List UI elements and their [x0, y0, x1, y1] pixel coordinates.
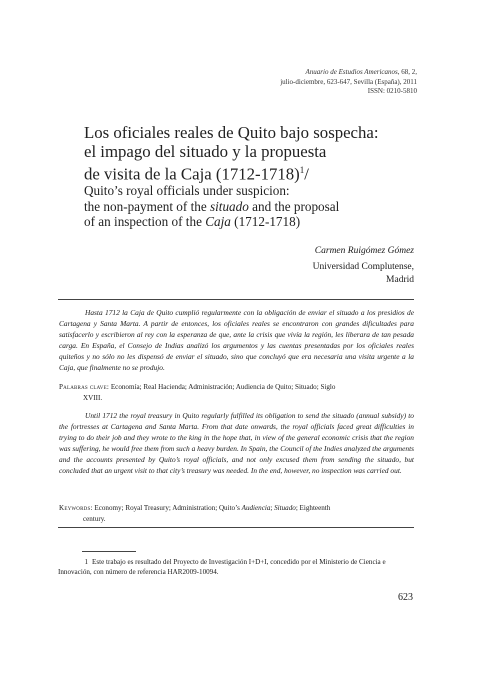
journal-line-1 [280, 68, 417, 78]
keywords-spanish [59, 382, 414, 403]
journal-issn: ISSN: 0210-5810 [367, 87, 417, 95]
title-en-caja: Caja [205, 214, 231, 229]
title-footnote-mark[interactable]: 1 [299, 165, 305, 175]
keywords-en-body-c: ; [270, 504, 275, 512]
author-block [313, 245, 414, 287]
title-es-line-3-text: de visita de la Caja (1712-1718) [84, 164, 300, 184]
journal-name: Anuario de Estudios Americanos [305, 68, 398, 76]
abstract-english [59, 410, 414, 476]
journal-info [280, 68, 417, 97]
title-en-situado: situado [209, 198, 249, 214]
title-english [84, 183, 424, 230]
top-divider [58, 299, 414, 300]
title-en-line-2-a: the non-payment of the [84, 198, 210, 214]
footnote [58, 557, 414, 577]
keywords-en-cont: century. [83, 514, 106, 523]
keywords-es-label: Palabras clave: [59, 383, 110, 391]
title-en-line-2-c: and the proposal [248, 198, 340, 214]
bottom-divider [58, 527, 414, 528]
author-name: Carmen Ruigómez Gómez [314, 246, 414, 256]
keywords-en-body-e: ; Eighteenth [295, 504, 331, 512]
keywords-es-cont: XVIII. [83, 393, 103, 402]
footnote-divider [82, 551, 136, 552]
keywords-english [59, 503, 414, 524]
footnote-text: Este trabajo es resultado del Proyecto de Investigación I+D+I, concedido por el Ministerio de Ciencia e Innovación, con número de referencia HAR2009-10094. [58, 558, 386, 576]
footnote-number: 1 [84, 558, 88, 566]
author-affiliation-1: Universidad Complutense, [312, 262, 414, 272]
keywords-en-label: Keywords: [59, 504, 93, 512]
title-es-line-2: el impago del situado y la propuesta [84, 142, 327, 161]
title-en-line-3-c: (1712-1718) [230, 214, 301, 229]
page-number: 623 [398, 592, 413, 603]
journal-line-2: julio-diciembre, 623-647, Sevilla (España), 2011 [280, 77, 417, 86]
title-spanish [84, 123, 424, 184]
title-en-line-3 [84, 214, 424, 230]
title-es-line-1: Los oficiales reales de Quito bajo sospecha: [84, 123, 379, 142]
keywords-en-situado: Situado [274, 504, 296, 512]
title-es-line-3 [84, 161, 424, 184]
abstract-en-text: Until 1712 the royal treasury in Quito regularly fulfilled its obligation to send the situado (annual subsidy) to the fortresses at Cartagena and Santa Marta. From that date onwards, the royal officials faced great difficulties in trying to do their job and they wrote to the king in the hope that, in view of the general economic crisis that the region was suffering, he would free them from such a heavy burden. In Spain, the Council of the Indies analyzed the arguments and the accounts presented by Quito’s royal officials, and not only excused them from sending the situado, but concluded that an urgent visit to that city’s treasury was needed. In the end, however, no inspection was carried out. [59, 411, 414, 475]
keywords-en-audiencia: Audiencia [241, 504, 271, 512]
abstract-spanish [59, 307, 414, 373]
keywords-es-body: Economía; Real Hacienda; Administración; Audiencia de Quito; Situado; Siglo [110, 383, 336, 391]
author-affiliation-2: Madrid [386, 275, 414, 285]
title-en-line-1: Quito’s royal officials under suspicion: [84, 183, 290, 198]
title-slash: / [304, 164, 309, 184]
title-en-line-2 [84, 199, 424, 215]
journal-issue: , 68, 2, [397, 68, 417, 76]
title-en-line-3-a: of an inspection of the [84, 214, 206, 229]
keywords-en-body-a: Economy; Royal Treasury; Administration; Quito’s [94, 504, 242, 512]
abstract-es-text: Hasta 1712 la Caja de Quito cumplió regularmente con la obligación de enviar el situado a los presidios de Cartagena y Santa Marta. A partir de entonces, los oficiales reales se encontraron con grandes dificultades para satisfacerlo y escribieron al rey con la esperanza de que, ante la crisis que vivía la región, les liberara de tan pesada carga. En España, el Consejo de Indias analizó los argumentos y las cuentas presentadas por los oficiales reales quiteños y no sólo no les dispensó de enviar el situado, sino que concluyó que era necesaria una visita urgente a la Caja, que finalmente no se produjo. [59, 308, 414, 372]
